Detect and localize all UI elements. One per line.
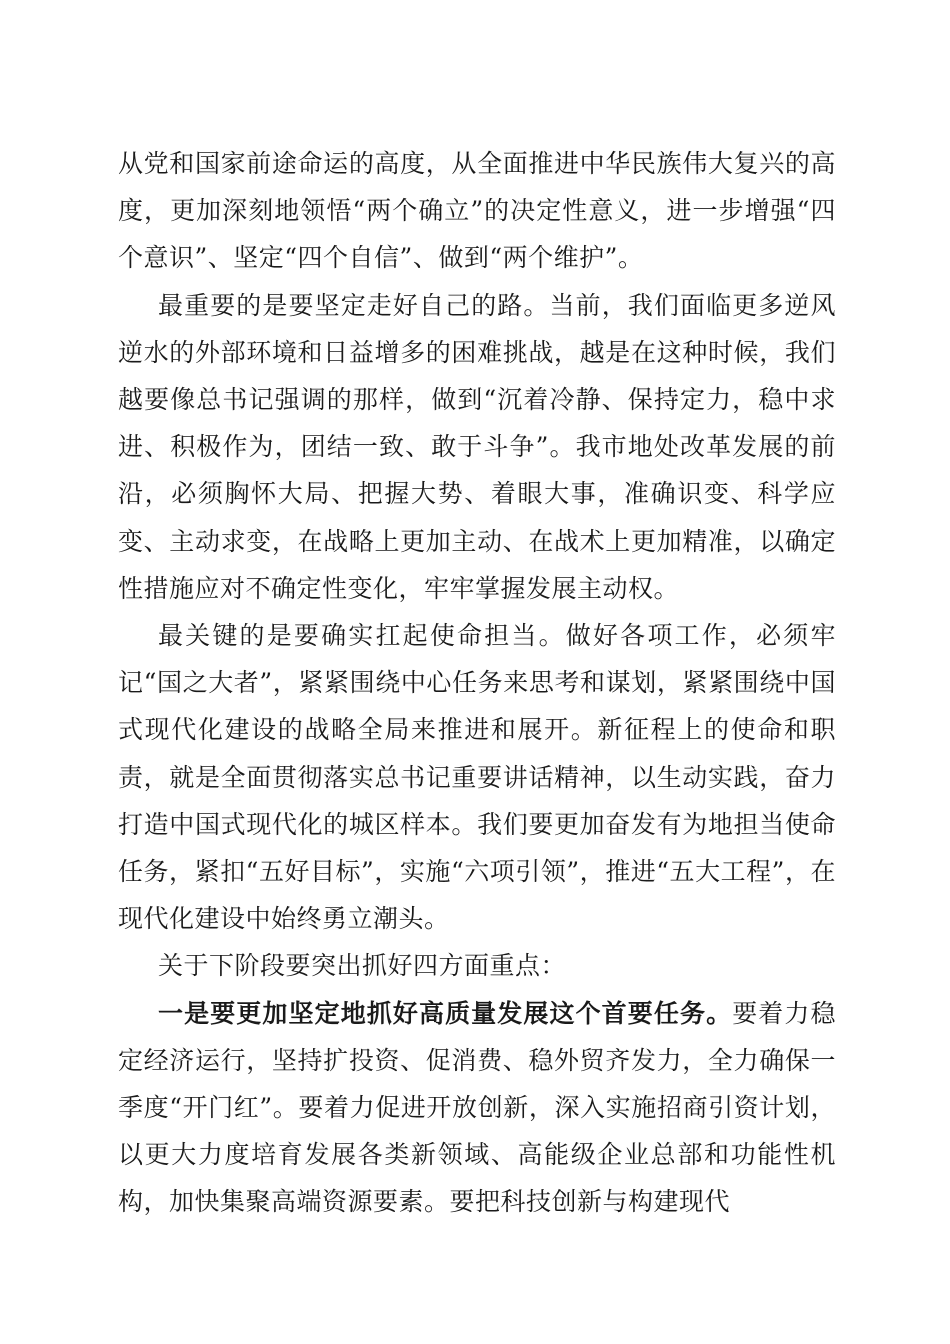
paragraph-3-text: 最关键的是要确实扛起使命担当。做好各项工作，必须牢记“国之大者”，紧紧围绕中心任务来思考和谋划，紧紧围绕中国式现代化建设的战略全局来推进和展开。新征程上的使命和职责，就是全面贯彻落实总书记重要讲话精神，以生动实践，奋力打造中国式现代化的城区样本。我们要更加奋发有为地担当使命任务，紧扣“五好目标”，实施“六项引领”，推进“五大工程”，在现代化建设中始终勇立潮头。 [118, 621, 836, 934]
paragraph-5-text: 要着力稳定经济运行，坚持扩投资、促消费、稳外贸齐发力，全力确保一季度“开门红”。要着力促进开放创新，深入实施招商引资计划，以更大力度培育发展各类新领域、高能级企业总部和功能性机构，加快集聚高端资源要素。要把科技创新与构建现代 [118, 998, 836, 1217]
paragraph-5 [118, 990, 836, 1226]
paragraph-2-text: 最重要的是要坚定走好自己的路。当前，我们面临更多逆风逆水的外部环境和日益增多的困难挑战，越是在这种时候，我们越要像总书记强调的那样，做到“沉着冷静、保持定力，稳中求进、积极作为，团结一致、敢于斗争”。我市地处改革发展的前沿，必须胸怀大局、把握大势、着眼大事，准确识变、科学应变、主动求变，在战略上更加主动、在战术上更加精准，以确定性措施应对不确定性变化，牢牢掌握发展主动权。 [118, 290, 836, 603]
paragraph-4-text: 关于下阶段要突出抓好四方面重点： [158, 951, 567, 981]
paragraph-3 [118, 612, 836, 942]
paragraph-4 [118, 942, 836, 989]
paragraph-5-lead: 一是要更加坚定地抓好高质量发展这个首要任务。 [158, 998, 733, 1028]
paragraph-1 [118, 140, 836, 282]
document-body [118, 140, 836, 1226]
paragraph-2 [118, 282, 836, 612]
paragraph-1-text: 从党和国家前途命运的高度，从全面推进中华民族伟大复兴的高度，更加深刻地领悟“两个确立”的决定性意义，进一步增强“四个意识”、坚定“四个自信”、做到“两个维护”。 [118, 149, 836, 273]
